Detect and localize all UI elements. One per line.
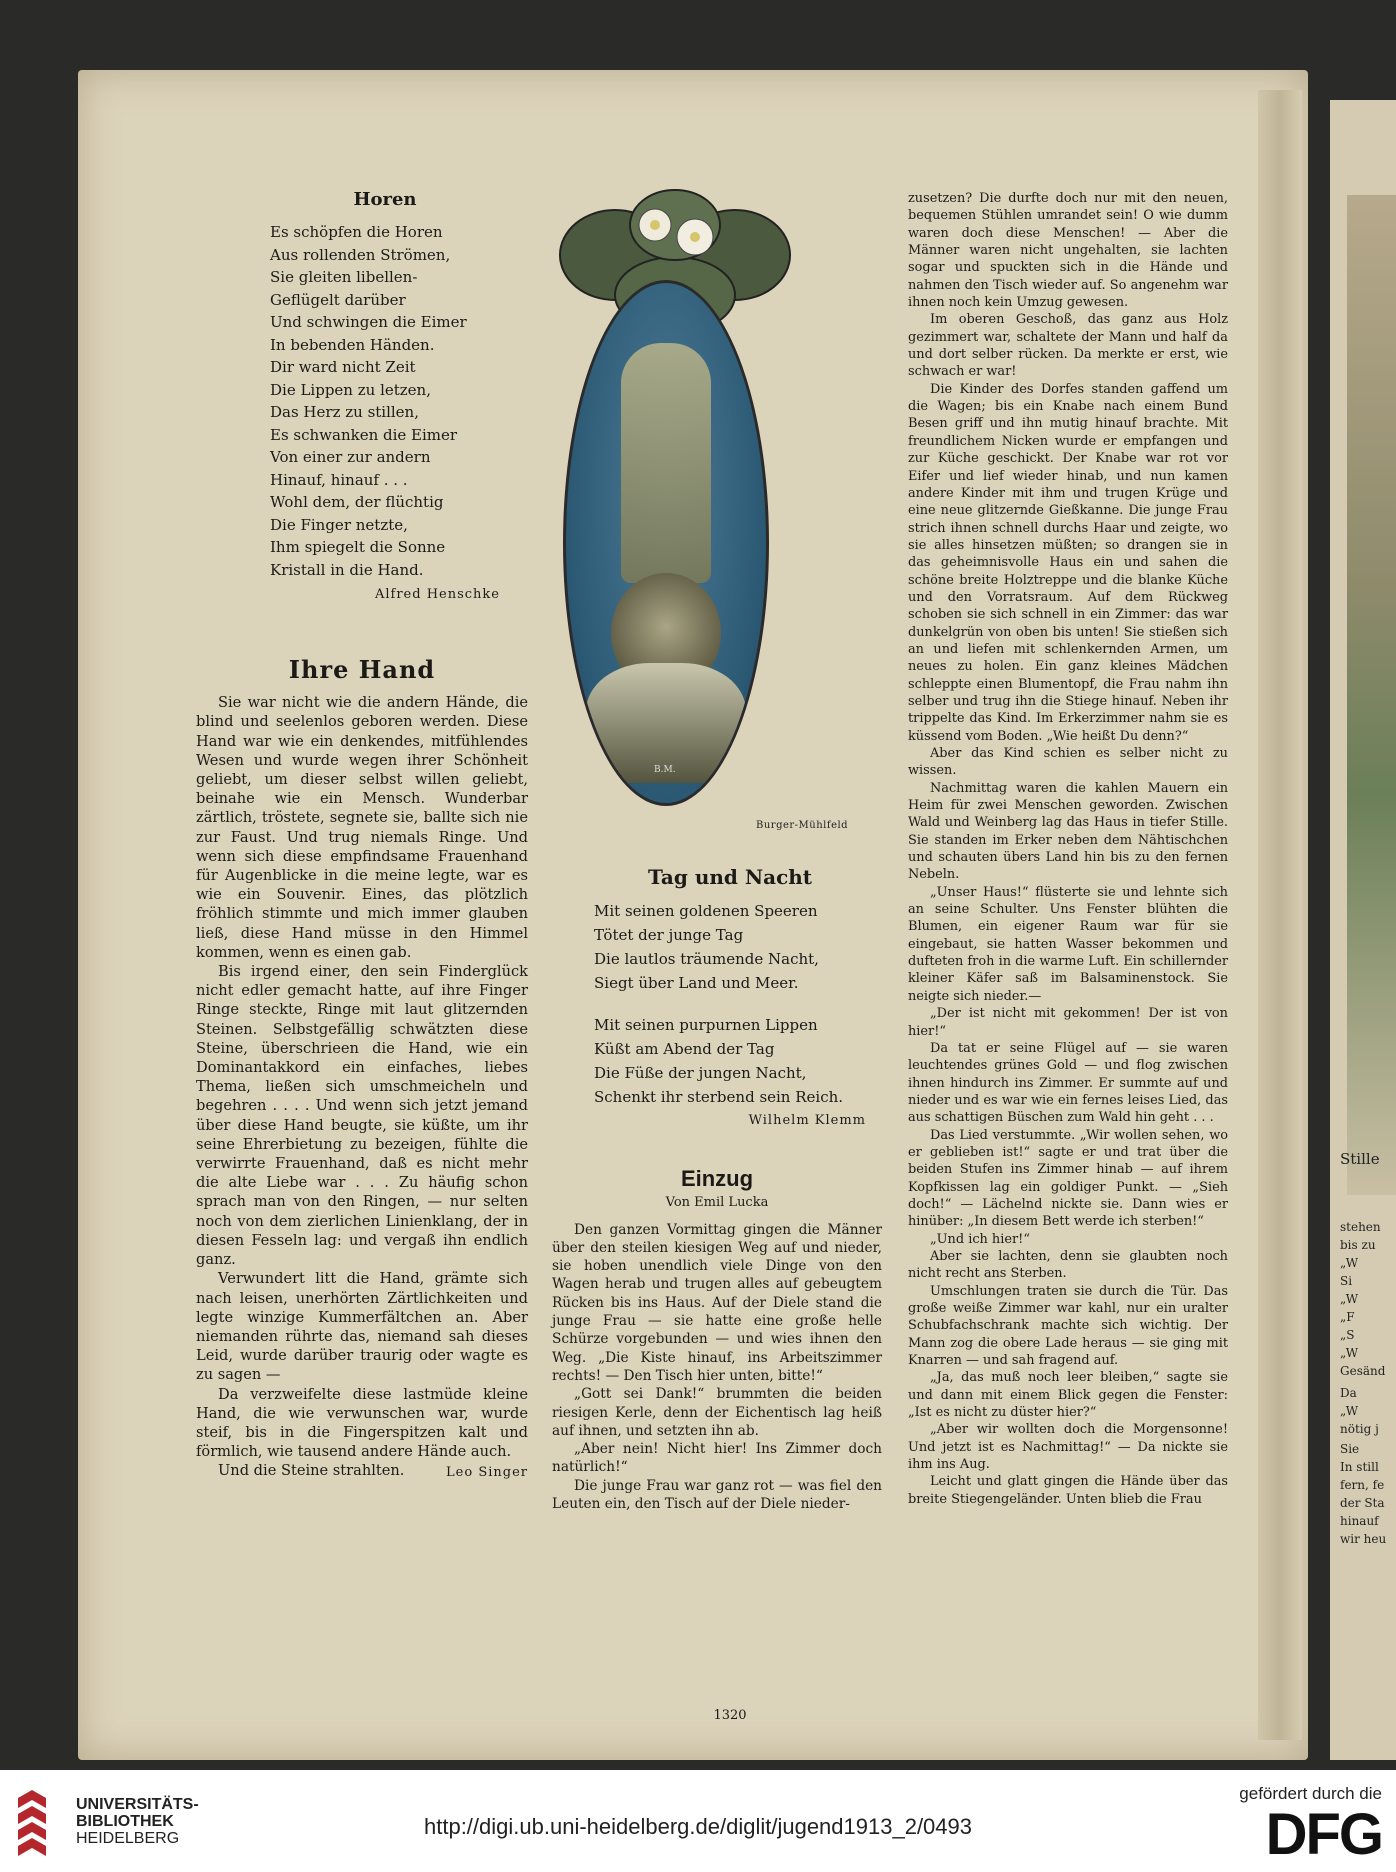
- einzug-continuation: [908, 190, 1228, 1508]
- horen-lines-line: Sie gleiten libellen-: [270, 268, 418, 287]
- footer-bar: [0, 1770, 1396, 1872]
- right-paragraph: „Ja, das muß noch leer bleiben,“ sagte sie und dann mit einem Blick gegen die Fenster: „Ist es nicht zu düster hier?“: [908, 1370, 1228, 1421]
- horen-poem: [270, 190, 500, 604]
- illustration-credit: Burger-Mühlfeld: [756, 820, 849, 831]
- tag-stanza2-line: Küßt am Abend der Tag: [594, 1040, 775, 1059]
- page-edge: [1258, 90, 1302, 1740]
- ihre-hand-article: [196, 655, 528, 1482]
- horen-lines-line: Geflügelt darüber: [270, 290, 406, 309]
- next-page-line: Da: [1340, 1386, 1357, 1400]
- hand-author: Leo Singer: [446, 1464, 528, 1480]
- horen-lines-line: Die Lippen zu letzen,: [270, 380, 431, 399]
- hand-paragraph: Verwundert litt die Hand, grämte sich nach leisen, unerhörten Zärtlichkeiten und legte winzige Kummerfältchen an. Aber niemanden rührte das, niemand sah dieses Leid, wurde darüber traurig oder wagte es zu sagen —: [196, 1270, 528, 1384]
- next-page-line: hinauf: [1340, 1514, 1379, 1528]
- einzug-paragraph: „Gott sei Dank!“ brummten die beiden riesigen Kerle, denn der Eichentisch lag heiß auf ihnen, und setzten ihn ab.: [552, 1386, 882, 1439]
- next-page-line: „W: [1340, 1404, 1359, 1418]
- right-paragraph: Aber das Kind schien es selber nicht zu wissen.: [908, 746, 1228, 779]
- right-paragraph: „Und ich hier!“: [930, 1231, 1030, 1247]
- hand-paragraph: Und die Steine strahlten.: [218, 1462, 405, 1480]
- library-line: HEIDELBERG: [76, 1830, 180, 1847]
- einzug-article: [552, 1166, 882, 1513]
- illustration-oval: [563, 280, 769, 806]
- right-paragraph: zusetzen? Die durfte doch nur mit den neuen, bequemen Stühlen umrandet sein! O wie dumm waren doch diese Menschen! — Aber die Männer waren nicht ungehalten, sie lachten sogar und spuckten sich in die Hände und nahmen den Tisch wieder auf. So angenehm war ihnen noch kein Umzug gewesen.: [908, 191, 1228, 311]
- tag-stanza2-line: Die Füße der jungen Nacht,: [594, 1064, 807, 1083]
- horen-lines-line: Es schwanken die Eimer: [270, 425, 458, 444]
- library-line: UNIVERSITÄTS-: [76, 1796, 199, 1813]
- ihre-hand-title: Ihre Hand: [288, 655, 436, 684]
- right-paragraph: Umschlungen traten sie durch die Tür. Das große weiße Zimmer war kahl, nur ein uralter Schubfachschrank machte sich wichtig. Der Mann zog die obere Lade heraus — sie ging mit Knarren — und sah fragend auf.: [908, 1283, 1228, 1369]
- next-page-line: „S: [1340, 1328, 1355, 1342]
- next-page-fragment: [1330, 100, 1396, 1760]
- tag-stanza-1: [594, 899, 866, 995]
- next-page-line: „W: [1340, 1256, 1359, 1270]
- einzug-byline: Von Emil Lucka: [665, 1195, 769, 1211]
- next-page-line: Si: [1340, 1274, 1353, 1288]
- horen-lines-line: Hinauf, hinauf . . .: [270, 470, 408, 489]
- horen-lines-line: In bebenden Händen.: [270, 335, 435, 354]
- tag-stanza-2: [594, 1013, 866, 1109]
- right-paragraph: Da tat er seine Flügel auf — sie waren leuchtendes grünes Gold — und flog zwischen ihnen hindurch ins Zimmer. Er summte auf und nieder und es war wie ein fernes leises Lied, das aus schattigen Büschen zum Wald hin geht . . .: [908, 1040, 1228, 1126]
- next-page-line: In still: [1340, 1460, 1379, 1474]
- tag-title: Tag und Nacht: [647, 865, 813, 889]
- tag-stanza1-line: Die lautlos träumende Nacht,: [594, 950, 819, 969]
- right-paragraph: „Unser Haus!“ flüsterte sie und lehnte sich an seine Schulter. Uns Fenster blühten die Blumen, ein eigener Raum war für sie eingebaut, sie hatten Wasser bekommen und dufteten froh in die warme Luft. Ein schillernder kleiner Käfer saß im Balsaminenstock. Sie neigte sich nieder.—: [908, 884, 1228, 1004]
- right-paragraph: Die Kinder des Dorfes standen gaffend um die Wagen; bis ein Knabe nach einem Bund Besen griff und ihn mutig hinauf brachte. Mit freundlichem Nicken wurde er empfangen und zur Küche geschickt. Der Knabe war rot vor Eifer und lief wieder hinab, und nun kamen andere Kinder mit ihm und trugen Krüge und eine neue glitzernde Gießkanne. Die junge Frau strich ihnen schnell durchs Haar und zeigte, wo sie alles hinsetzen müßten; so drangen sie in das geheimnisvolle Haus ein und sahen die schöne breite Holztreppe und die blanke Küche und den Vorratsraum. Auf dem Rückweg schoben sie sich schnell in ein Zimmer: das war dunkelgrün von oben bis unten! Sie stießen sich an und liefen mit schlenkernden Armen, um neues zu holen. Ein ganz kleines Mädchen schleppte einen Blumentopf, die Frau nahm ihn selber und trug ihn die Stiege hinauf. Neben ihr trippelte das Kind. Im Erkerzimmer nahm sie es küssend vom Boden. „Wie heißt Du denn?“: [908, 381, 1228, 744]
- next-page-line: bis zu: [1340, 1238, 1376, 1252]
- einzug-paragraph: „Aber nein! Nicht hier! Ins Zimmer doch natürlich!“: [552, 1441, 882, 1476]
- library-line: BIBLIOTHEK: [76, 1813, 174, 1830]
- hand-paragraph: Bis irgend einer, den sein Finderglück nicht edler gemacht hatte, auf ihre Finger Ringe steckte, Ringe mit laut glitzernden Steinen. Selbstgefällig schwätzten diese Steine, überschrieen die Hand, wie ein Dominantakkord ein einfaches, liebes Thema, ließen sich umschmeicheln und begehren . . . . Und wenn sich jetzt jemand über diese Hand beugte, sie küßte, um ihr seine Ehrerbietung zu bezeigen, fühlte die verwirrte Frauenhand, daß es nicht mehr die alte Liebe war . . . Zu häufig schon sprach man von den Ringen, — nur selten noch von dem zierlichen Linienklang, der in diesen Fesseln lag: und vergaß ihn endlich ganz.: [196, 963, 528, 1269]
- page-number: 1320: [713, 1708, 747, 1723]
- right-paragraph: Aber sie lachten, denn sie glaubten noch nicht recht ans Sterben.: [908, 1248, 1228, 1282]
- dfg-logo[interactable]: DFG: [1265, 1802, 1382, 1867]
- right-paragraph: Nachmittag waren die kahlen Mauern ein Heim für zwei Menschen geworden. Zwischen Wald und Weinberg lag das Haus in tiefer Stille. Sie standen im Erker neben dem Nähtischchen und schauten übers Land hin bis zu den fernen Nebeln.: [908, 780, 1228, 883]
- dancing-figures: [621, 343, 711, 583]
- horen-author: Alfred Henschke: [374, 587, 500, 603]
- next-page-caption: Stille: [1340, 1150, 1380, 1168]
- hand-paragraph: Da verzweifelte diese lastmüde kleine Hand, die wie verwunschen war, wurde steif, bis in die Fingerspitzen kalt und förmlich, wie tausend andere Hände auch.: [196, 1385, 528, 1461]
- horen-lines-line: Es schöpfen die Horen: [270, 223, 443, 242]
- horen-lines-line: Und schwingen die Eimer: [270, 313, 467, 332]
- tag-und-nacht-poem: [594, 865, 866, 1130]
- horen-title: Horen: [353, 189, 417, 210]
- next-page-line: nötig j: [1340, 1422, 1379, 1436]
- horen-lines-line: Aus rollenden Strömen,: [270, 245, 451, 264]
- tag-stanza1-line: Siegt über Land und Meer.: [594, 974, 799, 993]
- horen-lines-line: Die Finger netzte,: [270, 515, 408, 534]
- illustration-monogram: B.M.: [654, 765, 676, 775]
- horen-lines-line: Von einer zur andern: [270, 448, 431, 467]
- right-paragraph: Leicht und glatt gingen die Hände über das breite Stiegengeländer. Unten blieb die Frau: [908, 1474, 1228, 1507]
- source-url[interactable]: http://digi.ub.uni-heidelberg.de/diglit/jugend1913_2/0493: [424, 1814, 972, 1839]
- next-page-illustration: [1347, 195, 1396, 1195]
- funded-by-label: gefördert durch die: [1239, 1784, 1382, 1803]
- hand-paragraph: Sie war nicht wie die andern Hände, die blind und seelenlos geboren werden. Diese Hand war wie ein denkendes, mitfühlendes Wesen und wurde wegen ihrer Schönheit geliebt, um dieser selbst willen geliebt, beinahe wie ein Mensch. Wunderbar zärtlich, tröstete, segnete sie, ballte sich nie zur Faust. Und trug niemals Ringe. Und wenn sich diese empfindsame Frauenhand für Augenblicke in die meine legte, war es wie ein Souvenir. Eines, das plötzlich fröhlich stimmte und mich immer glauben ließ, diese Hand müsse in den Himmel kommen, wenn es einen gab.: [196, 694, 528, 961]
- next-page-line: „W: [1340, 1292, 1359, 1306]
- einzug-title: Einzug: [680, 1166, 754, 1191]
- horen-lines-line: Kristall in die Hand.: [270, 560, 424, 579]
- next-page-line: Sie: [1340, 1442, 1360, 1456]
- horen-lines: [270, 221, 500, 581]
- right-paragraph: „Der ist nicht mit gekommen! Der ist von hier!“: [908, 1006, 1228, 1039]
- einzug-paragraph: Die junge Frau war ganz rot — was fiel den Leuten ein, den Tisch auf der Diele nieder-: [552, 1477, 882, 1513]
- next-page-line: „W: [1340, 1346, 1359, 1360]
- horen-lines-line: Das Herz zu stillen,: [270, 403, 419, 422]
- horen-lines-line: Ihm spiegelt die Sonne: [270, 538, 446, 557]
- tag-author: Wilhelm Klemm: [748, 1113, 866, 1129]
- next-page-line: „F: [1340, 1310, 1355, 1324]
- horen-lines-line: Wohl dem, der flüchtig: [270, 493, 444, 512]
- horen-lines-line: Dir ward nicht Zeit: [270, 358, 416, 377]
- next-page-line: fern, fe: [1340, 1478, 1385, 1492]
- right-paragraph: Das Lied verstummte. „Wir wollen sehen, wo er geblieben ist!“ sagte er und trat über die beiden Stufen ins Zimmer hinab — auf ihrem Kopfkissen lag ein goldiger Punkt. — „Sieh doch!“ — Lächelnd nickte sie. Dann wies er hinüber: „In diesem Bett werde ich sterben!“: [908, 1127, 1228, 1230]
- tag-stanza1-line: Mit seinen goldenen Speeren: [594, 902, 818, 921]
- next-page-line: der Sta: [1340, 1496, 1385, 1510]
- right-paragraph: „Aber wir wollten doch die Morgensonne! Und jetzt ist es Nachmittag!“ — Da nickte sie ihm ins Aug.: [908, 1422, 1228, 1473]
- einzug-paragraph: Den ganzen Vormittag gingen die Männer über den steilen kiesigen Weg auf und nieder, sie hoben unendlich viele Dinge von den Wagen herab und trugen alles auf gebeugtem Rücken bis ins Haus. Auf der Diele stand die junge Frau — sie hatte eine große helle Schürze vorgebunden — und wies ihnen den Weg. „Die Kiste hinauf, ins Arbeitszimmer rechts! — Den Tisch hier unten, bitte!“: [552, 1221, 882, 1384]
- next-page-line: wir heu: [1340, 1532, 1387, 1546]
- right-paragraph: Im oberen Geschoß, das ganz aus Holz gezimmert war, schaltete der Mann und half da und dort selber rücken. Da merkte er erst, wie schwach er war!: [908, 312, 1228, 380]
- tag-stanza1-line: Tötet der junge Tag: [594, 926, 744, 945]
- tag-stanza2-line: Schenkt ihr sterbend sein Reich.: [594, 1088, 844, 1107]
- next-page-line: Gesänd: [1340, 1364, 1386, 1378]
- tag-stanza2-line: Mit seinen purpurnen Lippen: [594, 1016, 818, 1035]
- next-page-line: stehen: [1340, 1220, 1381, 1234]
